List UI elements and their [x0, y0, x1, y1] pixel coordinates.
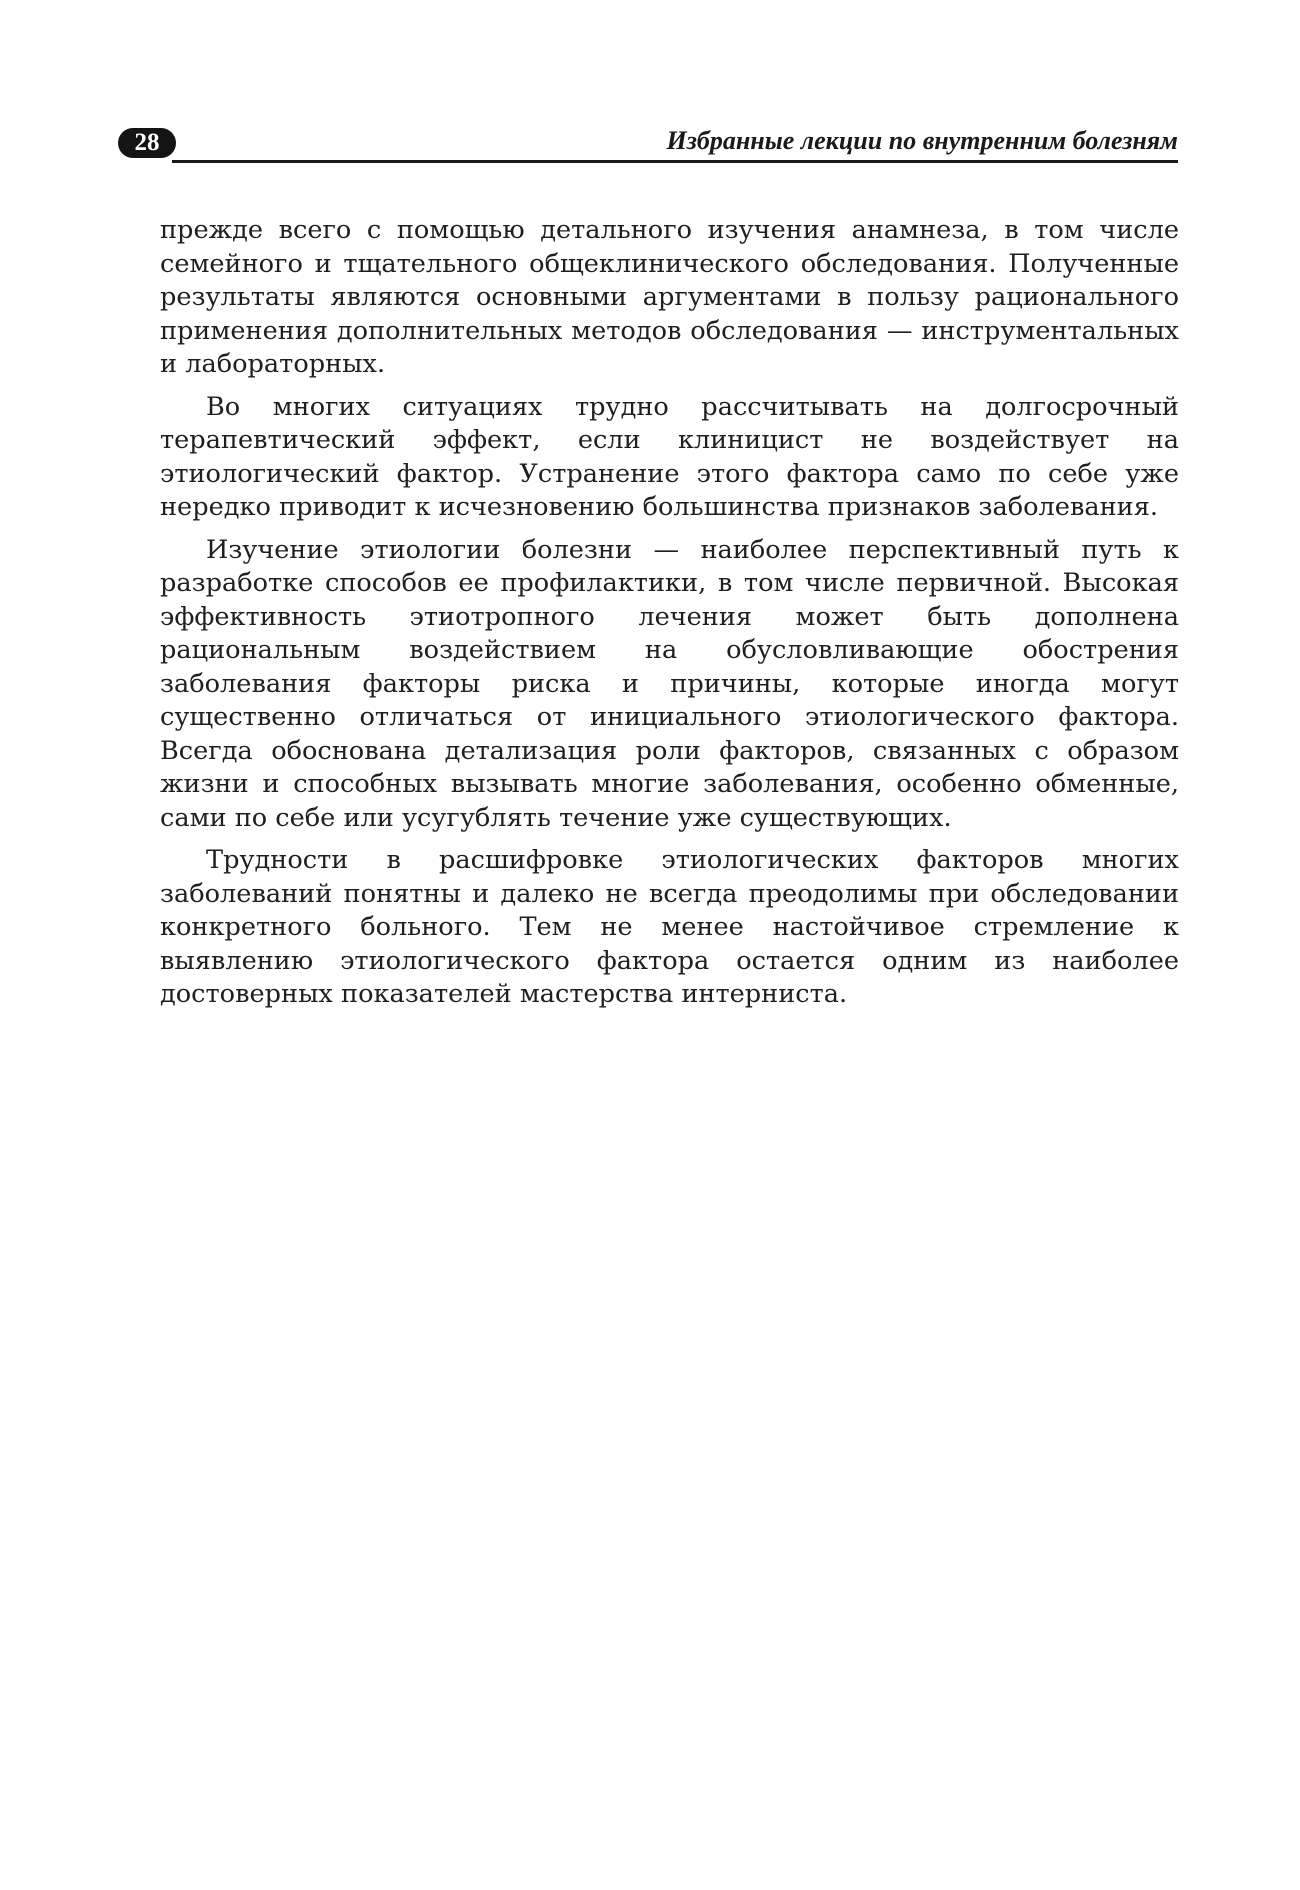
paragraph: Изучение этиологии болезни — наиболее перспективный путь к разработке способов ее профилактики, в том числе первичной. Высокая эффективность этиотропного лечения может быть дополнена рациональным воздействием на обусловливающие обострения заболевания факторы риска и причины, которые иногда могут существенно отличаться от инициального этиологического фактора. Всегда обоснована детализация роли факторов, связанных с образом жизни и способных вызывать многие заболевания, особенно обменные, сами по себе или усугублять течение уже существующих.: [160, 534, 1179, 833]
header-rule: [172, 160, 1178, 163]
paragraph: Во многих ситуациях трудно рассчитывать на долгосрочный терапевтический эффект, если клиницист не воздействует на этиологический фактор. Устранение этого фактора само по себе уже нередко приводит к исчезновению большинства признаков заболевания.: [160, 391, 1179, 522]
book-title: Избранные лекции по внутренним болезням: [666, 126, 1178, 155]
body-text: [160, 214, 1179, 1021]
running-header: [118, 126, 1178, 166]
paragraph: Трудности в расшифровке этиологических факторов многих заболеваний понятны и далеко не всегда преодолимы при обследовании конкретного больного. Тем не менее настойчивое стремление к выявлению этиологического фактора остается одним из наиболее достоверных показателей мастерства интерниста.: [160, 845, 1179, 1009]
paragraph-continuation: прежде всего с помощью детального изучения анамнеза, в том числе семейного и тщательного общеклинического обследования. Полученные результаты являются основными аргументами в пользу рационального применения дополнительных методов обследования — инструментальных и лабораторных.: [160, 215, 1179, 379]
page-number: 28: [118, 128, 176, 158]
